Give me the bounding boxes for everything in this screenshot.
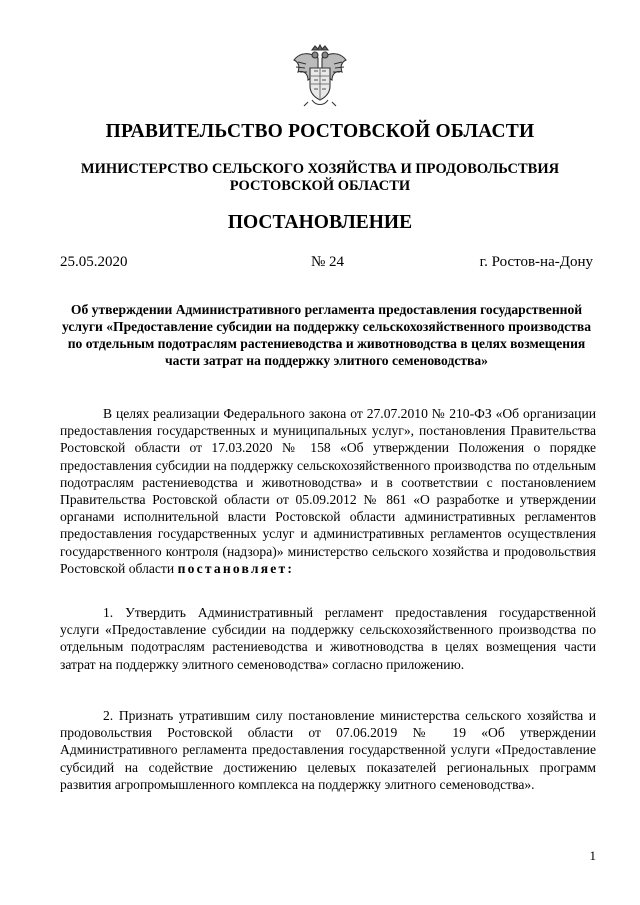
- coat-of-arms-icon: [288, 44, 352, 108]
- ministry-title: МИНИСТЕРСТВО СЕЛЬСКОГО ХОЗЯЙСТВА И ПРОДОВОЛЬСТВИЯ РОСТОВСКОЙ ОБЛАСТИ: [80, 161, 560, 194]
- government-title: ПРАВИТЕЛЬСТВО РОСТОВСКОЙ ОБЛАСТИ: [105, 121, 535, 142]
- page-number: 1: [589, 848, 596, 863]
- document-number: № 24: [311, 254, 345, 270]
- preamble-text: В целях реализации Федерального закона от 27.07.2010 № 210-ФЗ «Об организации предоставления государственных и муниципальных услуг», постановления Правительства Ростовской области от 17.03.2020 № 158 «Об утверждении Положения о порядке предоставления субсидии на поддержку сельскохозяйственного производства по отдельным подотраслям растениеводства и животноводства» и в соответствии с постановлением Правительства Ростовской области от 05.09.2012 № 861 «О разработке и утверждении органами исполнительной власти Ростовской области административных регламентов предоставления государственных услуг и административных регламентов осуществления государственного контроля (надзора)» министерство сельского хозяйства и продовольствия Ростовской области: [60, 406, 596, 576]
- document-subject: Об утверждении Административного регламента предоставления государственной услуги «Предоставление субсидии на поддержку сельскохозяйственного производства по отдельным подотраслям растениеводства и животноводства в целях возмещения части затрат на поддержку элитного семеноводства»: [61, 302, 592, 368]
- item-2-paragraph: 2. Признать утратившим силу постановление министерства сельского хозяйства и продовольствия Ростовской области от 07.06.2019 № 19 «Об утверждении Административного регламента предоставления государственной услуги «Предоставление субсидий на содействие достижению целевых показателей региональных программ развития агропромышленного комплекса на поддержку элитного семеноводства».: [60, 708, 596, 792]
- decree-word: постановляет:: [177, 560, 295, 576]
- document-date: 25.05.2020: [60, 254, 128, 270]
- document-city: г. Ростов-на-Дону: [479, 254, 593, 270]
- document-type: ПОСТАНОВЛЕНИЕ: [227, 212, 413, 233]
- item-1-paragraph: 1. Утвердить Административный регламент предоставления государственной услуги «Предоставление субсидии на поддержку сельскохозяйственного производства по отдельным подотраслям растениеводства и животноводства в целях возмещения части затрат на поддержку элитного семеноводства» согласно приложению.: [60, 605, 596, 672]
- preamble-paragraph: [60, 405, 596, 577]
